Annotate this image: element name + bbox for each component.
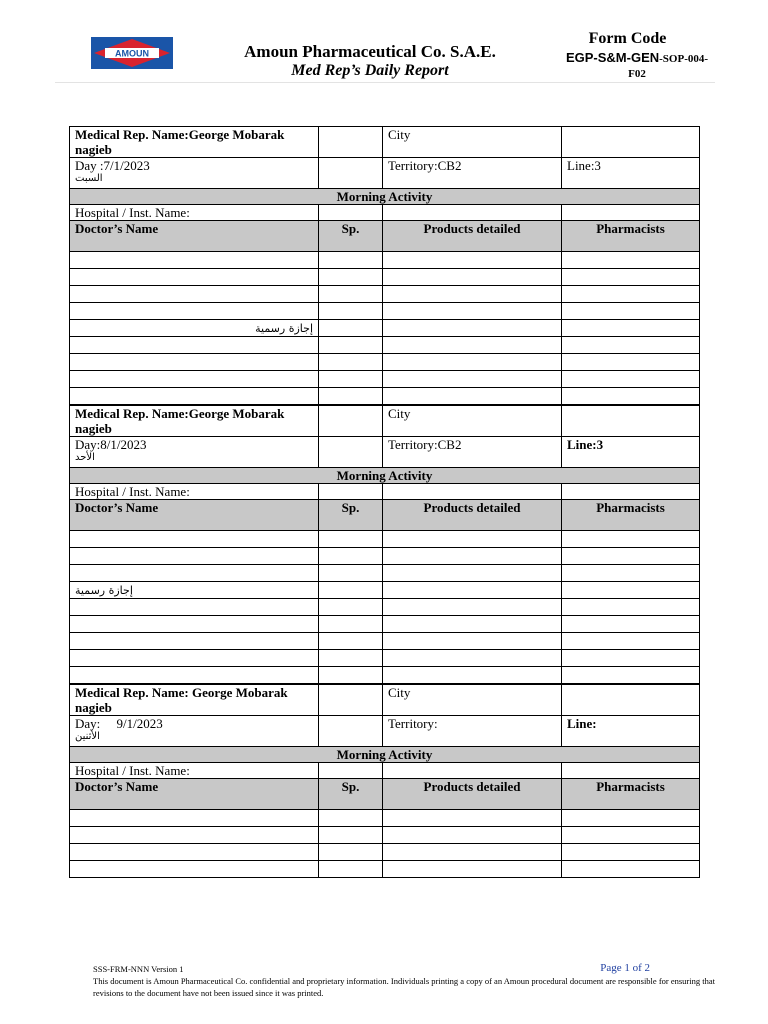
morning-activity-heading: Morning Activity (70, 189, 700, 205)
line-label: Line:3 (562, 437, 700, 468)
city-label: City (383, 127, 562, 158)
morning-activity-row (70, 747, 700, 763)
table-row (70, 531, 700, 548)
morning-activity-heading: Morning Activity (70, 747, 700, 763)
table-row (70, 861, 700, 878)
col-doctor-name: Doctor’s Name (70, 500, 319, 531)
doc-code: SSS-FRM-NNN Version 1 (93, 964, 184, 974)
table-row (70, 337, 700, 354)
city-value[interactable] (562, 405, 700, 437)
day-row (70, 158, 700, 189)
col-pharmacists: Pharmacists (562, 221, 700, 252)
table-row (70, 269, 700, 286)
table-row (70, 582, 700, 599)
table-row (70, 303, 700, 320)
form-code-label: Form Code (588, 30, 667, 47)
table-row (70, 286, 700, 303)
table-row (70, 633, 700, 650)
table-row (70, 810, 700, 827)
column-header-row (70, 500, 700, 531)
day-label: Day :7/1/2023 (75, 158, 150, 173)
day-cell (70, 716, 319, 747)
col-products-detailed: Products detailed (383, 779, 562, 810)
hospital-label: Hospital / Inst. Name: (70, 205, 319, 221)
city-value[interactable] (562, 127, 700, 158)
line-label: Line: (562, 716, 700, 747)
form-code (548, 51, 726, 81)
table-row (70, 650, 700, 667)
day-extra[interactable] (319, 716, 383, 747)
day-extra[interactable] (319, 437, 383, 468)
day-row (70, 716, 700, 747)
column-header-row (70, 221, 700, 252)
hospital-row (70, 484, 700, 500)
day-row (70, 437, 700, 468)
day-label: Day: 9/1/2023 (75, 716, 163, 731)
city-label: City (383, 684, 562, 716)
col-specialty: Sp. (319, 500, 383, 531)
day-name: السبت (75, 173, 103, 184)
rep-name-value[interactable] (319, 684, 383, 716)
territory-label: Territory: (383, 716, 562, 747)
disclaimer: This document is Amoun Pharmaceutical Co. confidential and proprietary information. Individuals printing a copy of an Amoun procedural document are responsible for ensuring that revisions to the document have not been issued since it was printed. (93, 976, 715, 998)
table-row (70, 320, 700, 337)
table-row (70, 616, 700, 633)
table-row (70, 565, 700, 582)
hospital-row (70, 763, 700, 779)
territory-label: Territory:CB2 (383, 158, 562, 189)
company-name: Amoun Pharmaceutical Co. S.A.E. (244, 42, 496, 61)
table-row (70, 548, 700, 565)
page-footer (93, 963, 723, 999)
column-header-row (70, 779, 700, 810)
city-value[interactable] (562, 684, 700, 716)
col-doctor-name: Doctor’s Name (70, 221, 319, 252)
table-row (70, 667, 700, 685)
col-specialty: Sp. (319, 779, 383, 810)
report-title: Med Rep’s Daily Report (291, 62, 449, 79)
day-cell (70, 437, 319, 468)
hospital-label: Hospital / Inst. Name: (70, 763, 319, 779)
table-row (70, 252, 700, 269)
table-row (70, 354, 700, 371)
rep-name: Medical Rep. Name:George Mobarak nagieb (70, 405, 319, 437)
table-row (70, 371, 700, 388)
rep-name-value[interactable] (319, 127, 383, 158)
rep-info-row (70, 127, 700, 158)
day-label: Day:8/1/2023 (75, 437, 147, 452)
hospital-row (70, 205, 700, 221)
col-pharmacists: Pharmacists (562, 500, 700, 531)
page-number: Page 1 of 2 (600, 962, 650, 974)
col-pharmacists: Pharmacists (562, 779, 700, 810)
amoun-logo (91, 37, 173, 69)
col-doctor-name: Doctor’s Name (70, 779, 319, 810)
form-code-part1: EGP-S&M-GEN (565, 50, 660, 65)
rep-info-row (70, 684, 700, 716)
day-extra[interactable] (319, 158, 383, 189)
territory-label: Territory:CB2 (383, 437, 562, 468)
day-name: الأحد (75, 452, 95, 463)
rep-name: Medical Rep. Name: George Mobarak nagieb (70, 684, 319, 716)
morning-activity-heading: Morning Activity (70, 468, 700, 484)
form-code-part3: F02 (628, 68, 646, 80)
col-products-detailed: Products detailed (383, 500, 562, 531)
table-row (70, 827, 700, 844)
hospital-label: Hospital / Inst. Name: (70, 484, 319, 500)
rep-name-value[interactable] (319, 405, 383, 437)
morning-activity-row (70, 468, 700, 484)
table-row (70, 388, 700, 406)
day-name: الأثنين (75, 731, 100, 742)
table-row (70, 599, 700, 616)
logo-text: AMOUN (115, 48, 149, 59)
daily-report-table (69, 126, 700, 878)
rep-name: Medical Rep. Name:George Mobarak nagieb (70, 127, 319, 158)
table-row (70, 844, 700, 861)
city-label: City (383, 405, 562, 437)
line-label: Line:3 (562, 158, 700, 189)
form-code-part2: -SOP-004- (659, 53, 709, 65)
rep-info-row (70, 405, 700, 437)
holiday-note: إجازة رسمية (255, 322, 313, 335)
day-cell (70, 158, 319, 189)
holiday-note: إجازة رسمية (75, 584, 133, 597)
header-divider (55, 82, 715, 83)
morning-activity-row (70, 189, 700, 205)
col-specialty: Sp. (319, 221, 383, 252)
col-products-detailed: Products detailed (383, 221, 562, 252)
